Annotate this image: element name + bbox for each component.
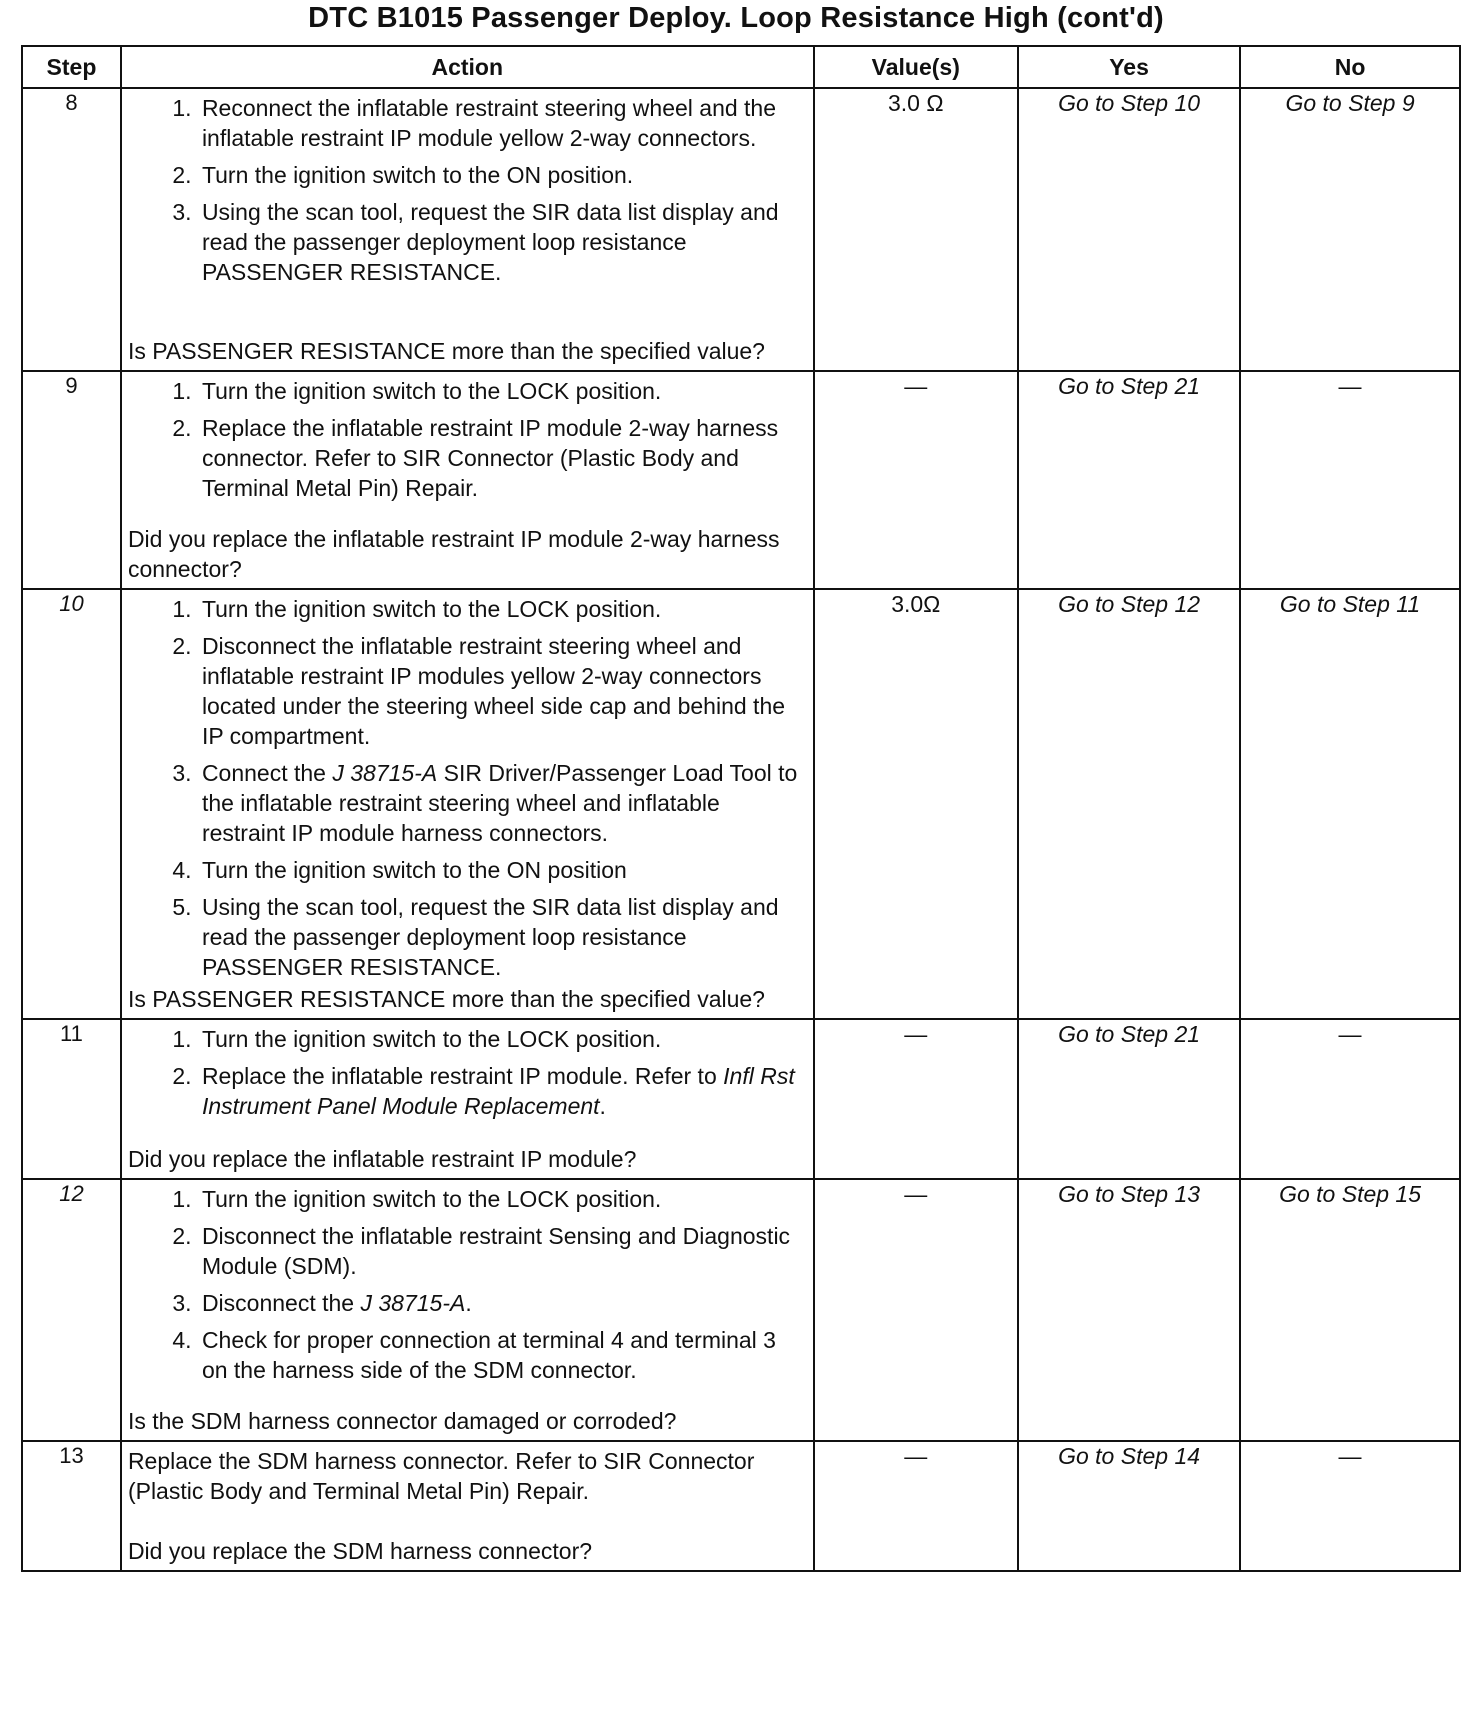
no-dash: — — [1240, 1441, 1460, 1571]
yes-link[interactable]: Go to Step 21 — [1018, 1019, 1240, 1179]
value-cell: 3.0Ω — [814, 589, 1018, 1019]
step-number: 8 — [22, 88, 121, 371]
step-number: 13 — [22, 1441, 121, 1571]
diagnostic-table — [21, 45, 1461, 1572]
no-dash: — — [1240, 1019, 1460, 1179]
value-cell: — — [814, 1179, 1018, 1441]
action-item: 1. Turn the ignition switch to the LOCK position. — [198, 594, 805, 624]
header-step: Step — [22, 46, 121, 88]
action-question: Is the SDM harness connector damaged or corroded? — [127, 1408, 677, 1434]
step-number: 10 — [22, 589, 121, 1019]
procedure-reference[interactable]: Infl Rst Instrument Panel Module Replacement — [201, 1063, 795, 1119]
action-item: 2. Disconnect the inflatable restraint steering wheel and inflatable restraint IP modules yellow 2-way connectors located under the steering wheel side cap and behind the IP compartment. — [198, 631, 805, 751]
no-link[interactable]: Go to Step 11 — [1240, 589, 1460, 1019]
action-list — [128, 1024, 805, 1121]
step-number: 11 — [22, 1019, 121, 1179]
header-yes: Yes — [1018, 46, 1240, 88]
action-item: 4. Turn the ignition switch to the ON position — [198, 855, 805, 885]
value-cell: — — [814, 1441, 1018, 1571]
step-number: 12 — [22, 1179, 121, 1441]
tool-reference: J 38715-A — [360, 1290, 466, 1316]
action-item: 2. Replace the inflatable restraint IP module. Refer to Infl Rst Instrument Panel Module Replacement. — [198, 1061, 805, 1121]
table-row — [22, 371, 1460, 589]
no-link[interactable]: Go to Step 9 — [1240, 88, 1460, 371]
action-item: 3. Connect the J 38715-A SIR Driver/Passenger Load Tool to the inflatable restraint steering wheel and inflatable restraint IP module harness connectors. — [198, 758, 805, 848]
action-item: 3. Using the scan tool, request the SIR data list display and read the passenger deployment loop resistance PASSENGER RESISTANCE. — [198, 197, 805, 287]
action-item: 1. Reconnect the inflatable restraint steering wheel and the inflatable restraint IP module yellow 2-way connectors. — [198, 93, 805, 153]
table-row — [22, 1179, 1460, 1441]
step-number: 9 — [22, 371, 121, 589]
action-item: 4. Check for proper connection at terminal 4 and terminal 3 on the harness side of the SDM connector. — [198, 1325, 805, 1385]
action-cell — [121, 88, 814, 371]
action-list — [128, 93, 805, 287]
action-question: Is PASSENGER RESISTANCE more than the specified value? — [127, 986, 765, 1012]
value-cell: — — [814, 1019, 1018, 1179]
action-cell — [121, 1441, 814, 1571]
header-row — [22, 46, 1460, 88]
table-row — [22, 1019, 1460, 1179]
action-instruction: Replace the SDM harness connector. Refer to SIR Connector (Plastic Body and Terminal Metal Pin) Repair. — [127, 1448, 755, 1504]
action-cell — [121, 1179, 814, 1441]
table-row — [22, 589, 1460, 1019]
header-no: No — [1240, 46, 1460, 88]
page-title: DTC B1015 Passenger Deploy. Loop Resistance High (cont'd) — [308, 2, 1164, 34]
action-item: 2. Turn the ignition switch to the ON position. — [198, 160, 805, 190]
action-cell — [121, 371, 814, 589]
action-question: Is PASSENGER RESISTANCE more than the specified value? — [127, 338, 765, 364]
action-item: 3. Disconnect the J 38715-A. — [198, 1288, 805, 1318]
value-cell: 3.0 Ω — [814, 88, 1018, 371]
tool-reference: J 38715-A — [332, 760, 438, 786]
no-link[interactable]: Go to Step 15 — [1240, 1179, 1460, 1441]
action-item: 2. Disconnect the inflatable restraint Sensing and Diagnostic Module (SDM). — [198, 1221, 805, 1281]
value-cell: — — [814, 371, 1018, 589]
table-row — [22, 88, 1460, 371]
action-item: 1. Turn the ignition switch to the LOCK position. — [198, 1024, 805, 1054]
action-question: Did you replace the inflatable restraint IP module? — [127, 1146, 637, 1172]
yes-link[interactable]: Go to Step 10 — [1018, 88, 1240, 371]
action-item: 1. Turn the ignition switch to the LOCK position. — [198, 376, 805, 406]
action-list — [128, 594, 805, 982]
action-question: Did you replace the inflatable restraint IP module 2-way harness connector? — [127, 526, 780, 582]
action-item: 2. Replace the inflatable restraint IP module 2-way harness connector. Refer to SIR Connector (Plastic Body and Terminal Metal Pin) Repair. — [198, 413, 805, 503]
yes-link[interactable]: Go to Step 21 — [1018, 371, 1240, 589]
header-action: Action — [121, 46, 814, 88]
action-item: 1. Turn the ignition switch to the LOCK position. — [198, 1184, 805, 1214]
action-list — [128, 376, 805, 503]
yes-link[interactable]: Go to Step 12 — [1018, 589, 1240, 1019]
no-dash: — — [1240, 371, 1460, 589]
action-cell — [121, 1019, 814, 1179]
action-list — [128, 1184, 805, 1385]
action-cell — [121, 589, 814, 1019]
header-values: Value(s) — [814, 46, 1018, 88]
yes-link[interactable]: Go to Step 14 — [1018, 1441, 1240, 1571]
table-row — [22, 1441, 1460, 1571]
action-item: 5. Using the scan tool, request the SIR data list display and read the passenger deployment loop resistance PASSENGER RESISTANCE. — [198, 892, 805, 982]
yes-link[interactable]: Go to Step 13 — [1018, 1179, 1240, 1441]
action-question: Did you replace the SDM harness connector? — [127, 1538, 593, 1564]
